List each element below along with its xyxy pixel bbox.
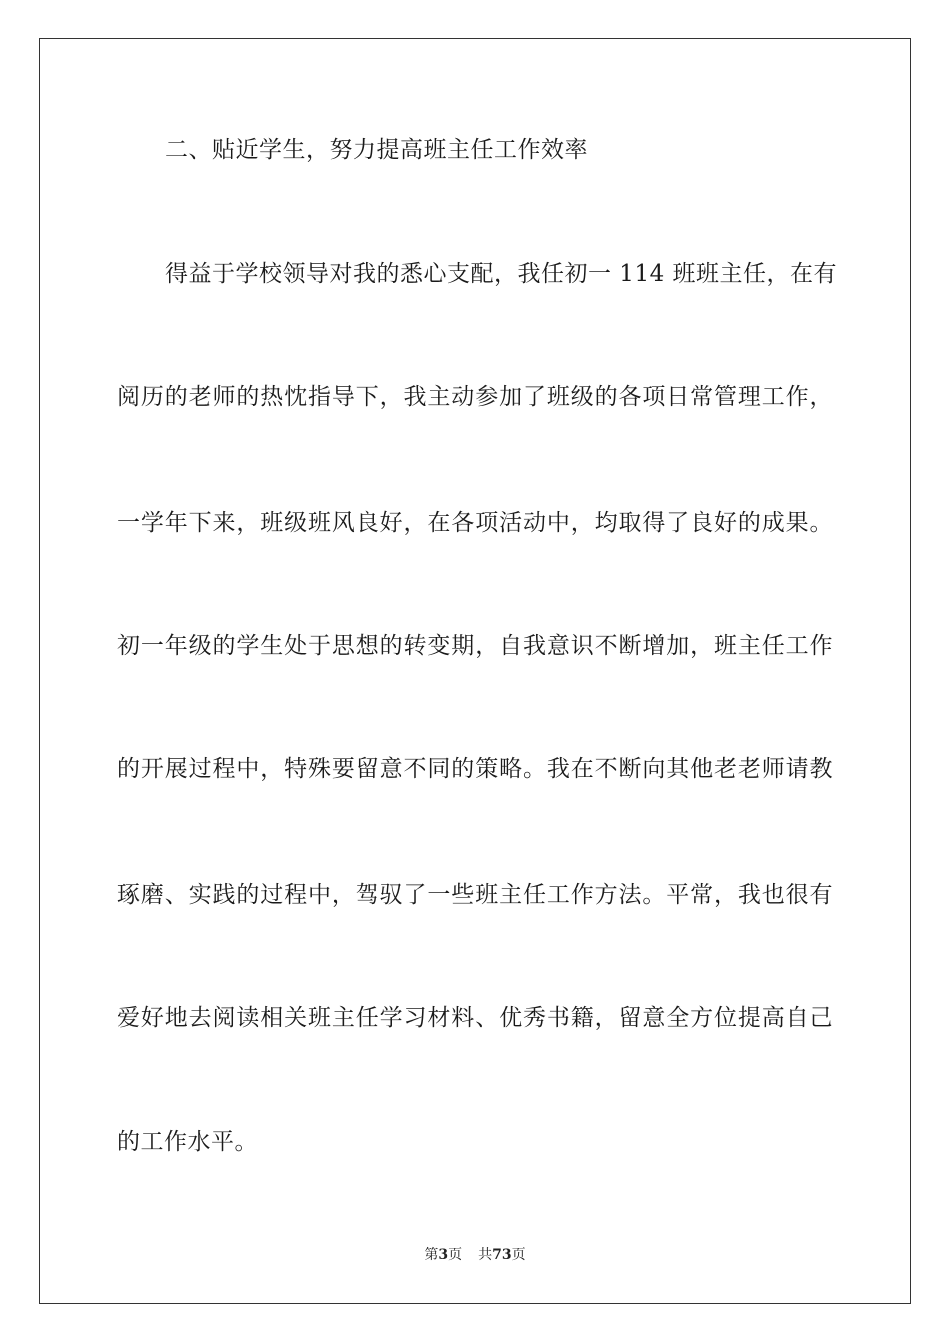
body-line-3: 一学年下来，班级班风良好，在各项活动中，均取得了良好的成果。 bbox=[117, 510, 833, 536]
footer-total-number: 73 bbox=[492, 1247, 512, 1263]
page-footer bbox=[0, 1245, 950, 1265]
footer-page-number: 3 bbox=[438, 1247, 449, 1263]
footer-page-suffix: 页 bbox=[448, 1247, 463, 1263]
footer-total-prefix: 共 bbox=[478, 1247, 493, 1263]
body-line-8: 的工作水平。 bbox=[117, 1129, 258, 1155]
section-heading: 二、贴近学生，努力提高班主任工作效率 bbox=[165, 137, 588, 163]
body-line-7: 爱好地去阅读相关班主任学习材料、优秀书籍，留意全方位提高自己 bbox=[117, 1005, 833, 1031]
body-line-2: 阅历的老师的热忱指导下，我主动参加了班级的各项日常管理工作， bbox=[117, 384, 833, 410]
page-border bbox=[39, 38, 911, 1304]
footer-total-suffix: 页 bbox=[511, 1247, 526, 1263]
footer-page-prefix: 第 bbox=[424, 1247, 439, 1263]
body-line-4: 初一年级的学生处于思想的转变期，自我意识不断增加，班主任工作 bbox=[117, 633, 833, 659]
body-line-1: 得益于学校领导对我的悉心支配，我任初一 114 班班主任，在有 bbox=[165, 261, 838, 287]
body-line-5: 的开展过程中，特殊要留意不同的策略。我在不断向其他老老师请教 bbox=[117, 756, 833, 782]
body-line-6: 琢磨、实践的过程中，驾驭了一些班主任工作方法。平常，我也很有 bbox=[117, 882, 833, 908]
